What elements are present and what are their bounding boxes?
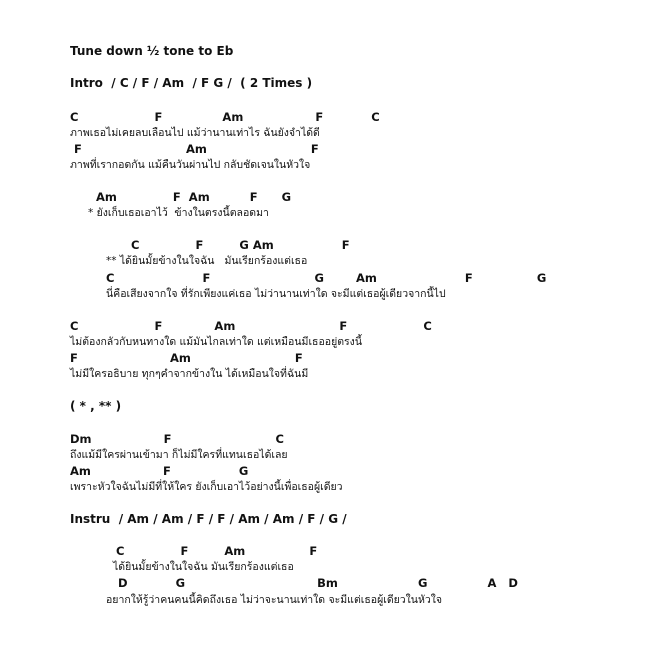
bridge-lyric-1: ถึงแม้มีใครผ่านเข้ามา ก็ไม่มีใครที่แทนเธอได้เลย — [70, 449, 288, 461]
prechorus-chords: Am F Am F G — [96, 190, 292, 204]
verse2-lyric-1: ไม่ต้องกลัวกับหนทางใด แม้มันไกลเท่าใด แต่เหมือนมีเธออยู่ตรงนี้ — [70, 336, 362, 348]
verse1-lyric-1: ภาพเธอไม่เคยลบเลือนไป แม้ว่านานเท่าไร ฉันยังจำได้ดี — [70, 127, 320, 139]
outro-chords-1: C F Am F — [116, 544, 318, 558]
repeat-marker: ( * , ** ) — [70, 399, 122, 413]
verse2-lyric-2: ไม่มีใครอธิบาย ทุกๆคำจากข้างใน ได้เหมือนใจที่ฉันมี — [70, 368, 309, 380]
chorus-chords-1: C F G Am F — [131, 238, 350, 252]
verse1-chords-2: F Am F — [70, 142, 319, 156]
outro-lyric-2: อยากให้รู้ว่าคนคนนี้คิดถึงเธอ ไม่ว่าจะนานเท่าใด จะมีแต่เธอผู้เดียวในหัวใจ — [106, 594, 443, 606]
intro-line: Intro / C / F / Am / F G / ( 2 Times ) — [70, 76, 313, 90]
outro-chords-2: D G Bm G A D — [118, 576, 518, 590]
verse1-lyric-2: ภาพที่เรากอดกัน แม้คืนวันผ่านไป กลับชัดเจนในหัวใจ — [70, 159, 311, 171]
verse2-chords-1: C F Am F C — [70, 319, 432, 333]
instrumental-line: Instru / Am / Am / F / F / Am / Am / F / G / — [70, 512, 347, 526]
chorus-lyric-1: ** ได้ยินมั้ยข้างในใจฉัน มันเรียกร้องแต่เธอ — [106, 255, 308, 267]
tuning-note: Tune down ½ tone to Eb — [70, 44, 234, 58]
prechorus-lyric: * ยังเก็บเธอเอาไว้ ข้างในตรงนี้ตลอดมา — [88, 207, 269, 219]
verse2-chords-2: F Am F — [70, 351, 303, 365]
chorus-chords-2: C F G Am F G — [106, 271, 547, 285]
bridge-chords-1: Dm F C — [70, 432, 284, 446]
bridge-lyric-2: เพราะหัวใจฉันไม่มีที่ให้ใคร ยังเก็บเอาไว้อย่างนี้เพื่อเธอผู้เดียว — [70, 481, 343, 493]
bridge-chords-2: Am F G — [70, 464, 249, 478]
outro-lyric-1: ได้ยินมั้ยข้างในใจฉัน มันเรียกร้องแต่เธอ — [113, 561, 294, 573]
verse1-chords-1: C F Am F C — [70, 110, 380, 124]
chorus-lyric-2: นี่คือเสียงจากใจ ที่รักเพียงแค่เธอ ไม่ว่านานเท่าใด จะมีแต่เธอผู้เดียวจากนี้ไป — [106, 288, 446, 300]
